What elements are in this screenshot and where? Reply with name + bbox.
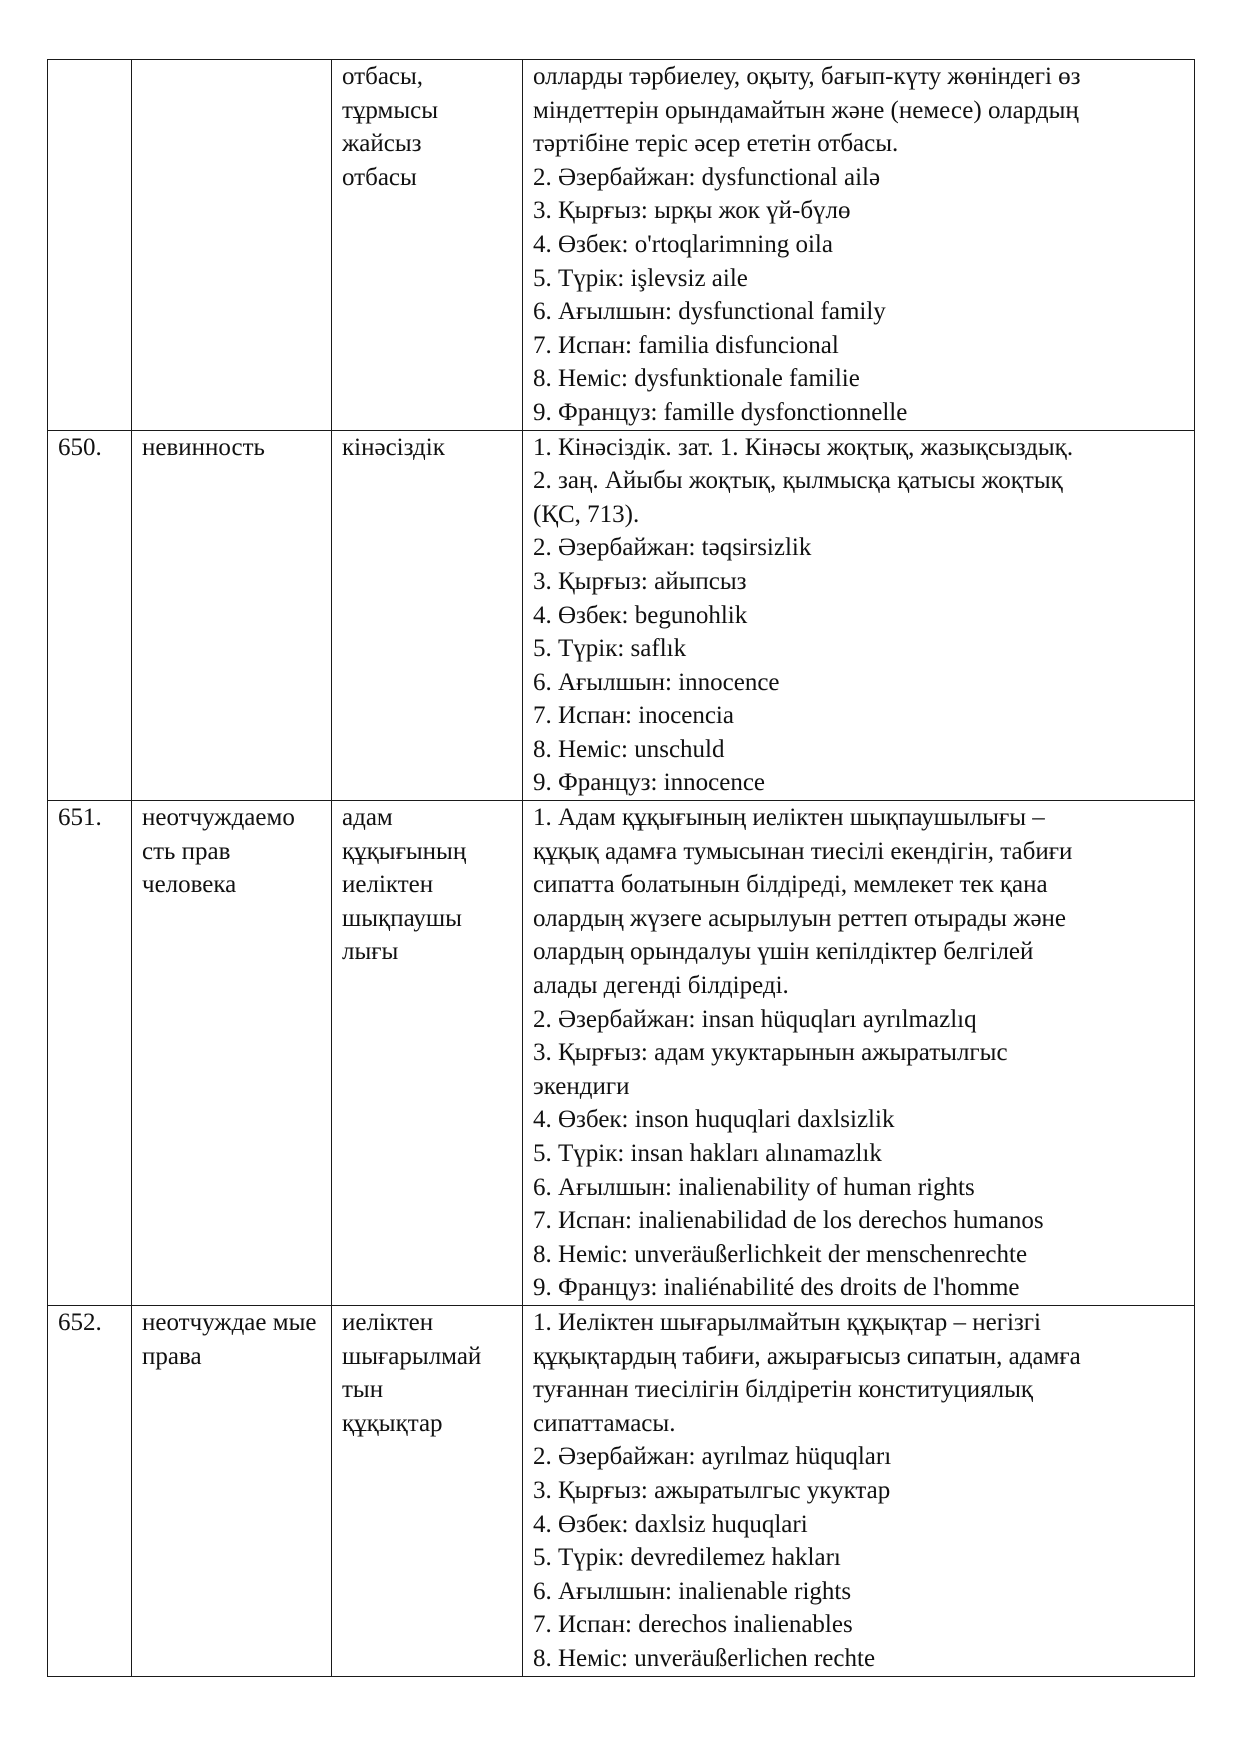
kazakh-term-line: отбасы: [342, 163, 417, 191]
translation-uzbek: 4. Өзбек: o'rtoqlarimning oila: [533, 230, 833, 258]
kazakh-term-line: құқықтар: [342, 1409, 443, 1437]
definition-line: тәртібіне теріс әсер ететін отбасы.: [533, 130, 899, 158]
entry-number: 650.: [48, 430, 132, 801]
kazakh-term-line: кінәсіздік: [342, 433, 445, 461]
translation-german: 8. Неміс: unveräußerlichen rechte: [533, 1644, 876, 1672]
translation-kyrgyz: 3. Қырғыз: ырқы жок үй-бүлө: [533, 197, 851, 225]
translation-french: 9. Француз: innocence: [533, 769, 766, 797]
table-row: [48, 60, 1195, 431]
kazakh-term-line: тұрмысы: [342, 96, 439, 124]
kazakh-term: [332, 1305, 523, 1676]
definition-line: 1. Кінәсіздік. зат. 1. Кінәсы жоқтық, жазықсыздық.: [533, 433, 1074, 461]
kazakh-term-line: лығы: [342, 938, 399, 966]
definition-line: құқықтардың табиғи, ажырағысыз сипатын, адамға: [533, 1342, 1081, 1370]
definition-line: құқық адамға тумысынан тиесілі екендігін, табиғи: [533, 837, 1073, 865]
translation-turkish: 5. Түрік: insan hakları alınamazlık: [533, 1140, 882, 1167]
entry-number: [48, 60, 132, 431]
kazakh-term-line: отбасы,: [342, 63, 424, 90]
entry-number: 652.: [48, 1305, 132, 1676]
definition-line: алады дегенді білдіреді.: [533, 972, 789, 1000]
kazakh-term: [332, 801, 523, 1306]
kazakh-term: [332, 60, 523, 431]
russian-term: [132, 60, 332, 431]
translation-french: 9. Француз: famille dysfonctionnelle: [533, 398, 908, 426]
russian-term: невинность: [132, 430, 332, 801]
definition-line: сипатта болатынын білдіреді, мемлекет тек қана: [533, 871, 1048, 899]
definition-line: олларды тәрбиелеу, оқыту, бағып-күту жөніндегі өз: [533, 63, 1081, 90]
translation-spanish: 7. Испан: derechos inalienables: [533, 1611, 853, 1639]
definition-line: туғаннан тиесілігін білдіретін конституциялық: [533, 1376, 1034, 1404]
translation-spanish: 7. Испан: inocencia: [533, 702, 734, 730]
russian-term: неотчуждаемо сть прав человека: [132, 801, 332, 1306]
translation-french: 9. Француз: inaliénabilité des droits de l'homme: [533, 1274, 1020, 1302]
definition: [523, 801, 1195, 1306]
kazakh-term-line: шықпаушы: [342, 904, 462, 932]
definition: [523, 60, 1195, 431]
definition-line: олардың жүзеге асырылуын реттеп отырады және: [533, 904, 1067, 932]
russian-term: неотчуждае мые права: [132, 1305, 332, 1676]
definition-line: міндеттерін орындамайтын және (немесе) олардың: [533, 96, 1079, 124]
definition-line: (ҚС, 713).: [533, 500, 640, 528]
translation-azerbaijani: 2. Әзербайжан: insan hüquqları ayrılmazlıq: [533, 1005, 977, 1033]
kazakh-term-line: тын: [342, 1376, 384, 1404]
definition-line: 1. Иеліктен шығарылмайтын құқықтар – негізгі: [533, 1308, 1041, 1336]
kazakh-term-line: шығарылмай: [342, 1342, 482, 1370]
translation-turkish: 5. Түрік: işlevsiz aile: [533, 264, 748, 292]
translation-azerbaijani: 2. Әзербайжан: təqsirsizlik: [533, 534, 812, 562]
translation-kyrgyz: 3. Қырғыз: адам укуктарынын ажыратылгыс: [533, 1039, 1008, 1067]
translation-english: 6. Ағылшын: inalienability of human rights: [533, 1173, 975, 1201]
translation-english: 6. Ағылшын: inalienable rights: [533, 1577, 852, 1605]
kazakh-term-line: жайсыз: [342, 130, 422, 158]
translation-german: 8. Неміс: dysfunktionale familie: [533, 365, 860, 393]
translation-kyrgyz-cont: экендиги: [533, 1072, 630, 1100]
translation-english: 6. Ағылшын: innocence: [533, 668, 780, 696]
translation-uzbek: 4. Өзбек: daxlsiz huquqlari: [533, 1510, 808, 1538]
translation-turkish: 5. Түрік: saflık: [533, 635, 687, 663]
translation-uzbek: 4. Өзбек: inson huquqlari daxlsizlik: [533, 1106, 895, 1134]
translation-turkish: 5. Түрік: devredilemez hakları: [533, 1544, 841, 1572]
translation-german: 8. Неміс: unveräußerlichkeit der menschenrechte: [533, 1240, 1028, 1268]
translation-uzbek: 4. Өзбек: begunohlik: [533, 601, 748, 629]
translation-german: 8. Неміс: unschuld: [533, 735, 725, 763]
translation-english: 6. Ағылшын: dysfunctional family: [533, 298, 886, 326]
table-row: [48, 430, 1195, 801]
definition: [523, 430, 1195, 801]
definition: [523, 1305, 1195, 1676]
translation-azerbaijani: 2. Әзербайжан: dysfunctional ailə: [533, 163, 881, 191]
translation-spanish: 7. Испан: inalienabilidad de los derechos humanos: [533, 1207, 1044, 1235]
definition-line: 2. заң. Айыбы жоқтық, қылмысқа қатысы жоқтық: [533, 467, 1063, 495]
kazakh-term-line: құқығының: [342, 837, 467, 865]
entry-number: 651.: [48, 801, 132, 1306]
kazakh-term-line: иеліктен: [342, 1308, 434, 1336]
definition-line: сипаттамасы.: [533, 1409, 676, 1437]
translation-spanish: 7. Испан: familia disfuncional: [533, 331, 839, 359]
glossary-page: [47, 59, 1194, 1677]
translation-kyrgyz: 3. Қырғыз: айыпсыз: [533, 567, 747, 595]
kazakh-term-line: иеліктен: [342, 871, 434, 899]
glossary-table: [47, 59, 1195, 1677]
table-row: [48, 1305, 1195, 1676]
translation-kyrgyz: 3. Қырғыз: ажыратылгыс укуктар: [533, 1476, 891, 1504]
definition-line: 1. Адам құқығының иеліктен шықпаушылығы –: [533, 804, 1045, 832]
kazakh-term: [332, 430, 523, 801]
table-row: [48, 801, 1195, 1306]
definition-line: олардың орындалуы үшін кепілдіктер белгілей: [533, 938, 1034, 966]
translation-azerbaijani: 2. Әзербайжан: ayrılmaz hüquqları: [533, 1443, 892, 1471]
kazakh-term-line: адам: [342, 804, 393, 832]
